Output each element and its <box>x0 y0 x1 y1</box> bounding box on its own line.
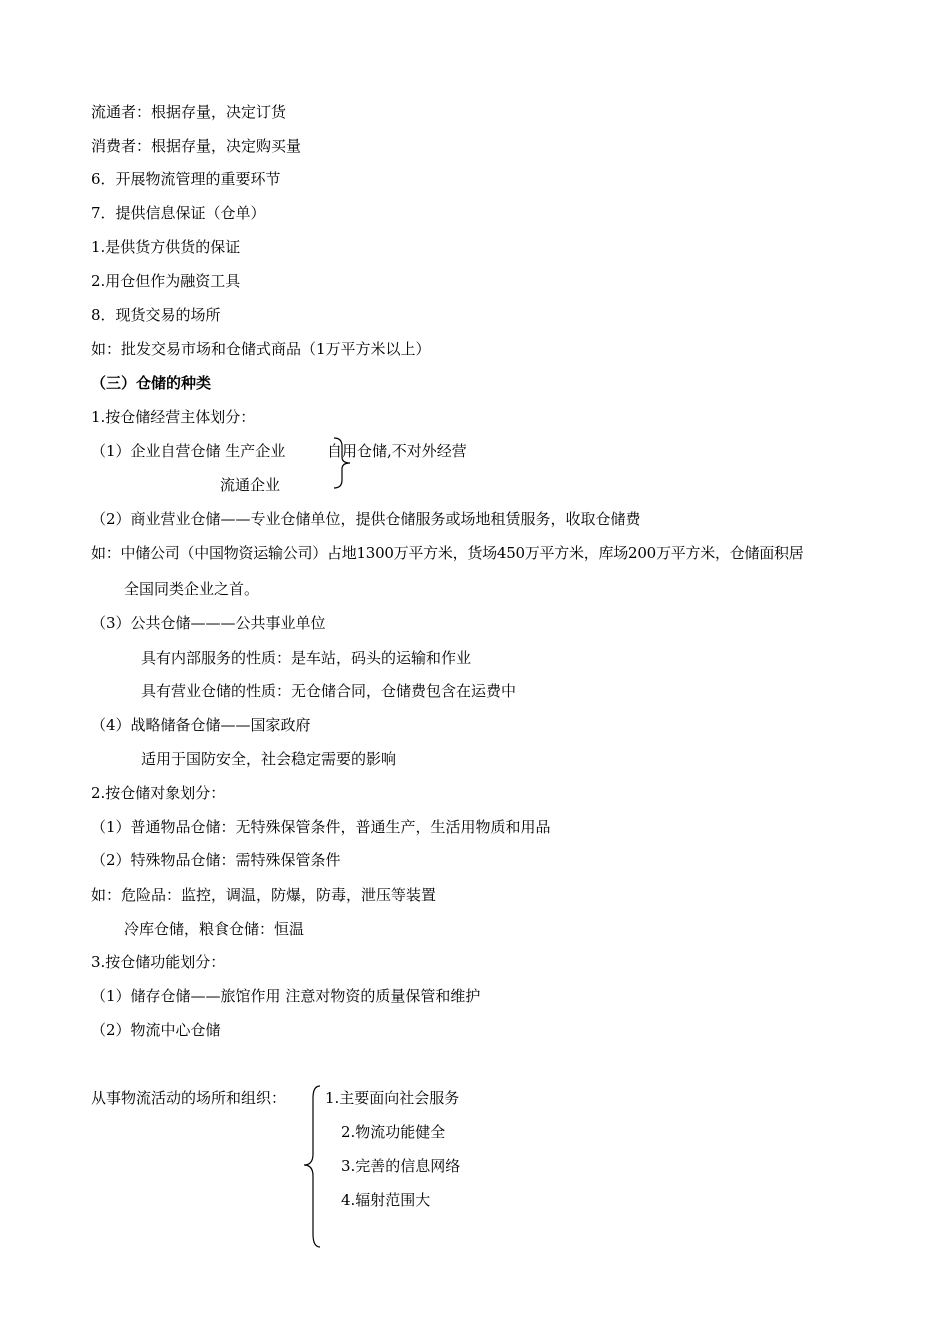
text-line: 7．提供信息保证（仓单） <box>91 204 266 222</box>
list-item: 3.完善的信息网络 <box>341 1157 461 1175</box>
text-line: （2）特殊物品仓储：需特殊保管条件 <box>91 851 341 869</box>
text-line: （3）公共仓储———公共事业单位 <box>91 614 326 632</box>
text-line: 3.按仓储功能划分： <box>91 953 226 971</box>
text-line: 全国同类企业之首。 <box>124 580 260 598</box>
text-line: 1.按仓储经营主体划分： <box>91 408 256 426</box>
text-line: 2.用仓但作为融资工具 <box>91 272 241 290</box>
text-line: （2）商业营业仓储——专业仓储单位，提供仓储服务或场地租赁服务，收取仓储费 <box>91 510 641 528</box>
list-item: 4.辐射范围大 <box>341 1191 431 1209</box>
left-brace-icon <box>300 1084 324 1250</box>
text-line: 具有内部服务的性质：是车站，码头的运输和作业 <box>141 649 472 667</box>
text-line: 自用仓储,不对外经营 <box>327 442 467 460</box>
list-item: 2.物流功能健全 <box>341 1123 446 1141</box>
text-line: 如：批发交易市场和仓储式商品（1万平方米以上） <box>91 340 431 358</box>
text-line: 流通企业 <box>220 476 281 494</box>
text-line: （1）企业自营仓储 生产企业 <box>91 442 286 460</box>
text-line: （4）战略储备仓储——国家政府 <box>91 716 311 734</box>
text-line: 流通者：根据存量，决定订货 <box>91 103 287 121</box>
text-line: 如：中储公司（中国物资运输公司）占地1300万平方米，货场450万平方米，库场200万平方米，仓储面积居 <box>91 544 804 562</box>
text-line: （1）储存仓储——旅馆作用 注意对物资的质量保管和维护 <box>91 987 481 1005</box>
text-line: （1）普通物品仓储：无特殊保管条件，普通生产，生活用物质和用品 <box>91 818 551 836</box>
list-item: 1.主要面向社会服务 <box>325 1089 460 1107</box>
section-heading: （三）仓储的种类 <box>91 374 212 392</box>
text-line: 1.是供货方供货的保证 <box>91 238 241 256</box>
text-line: 冷库仓储，粮食仓储：恒温 <box>124 920 305 938</box>
text-line: 2.按仓储对象划分： <box>91 784 226 802</box>
text-line: （2）物流中心仓储 <box>91 1021 221 1039</box>
text-line: 如：危险品：监控，调温，防爆，防毒，泄压等装置 <box>91 886 437 904</box>
text-line: 具有营业仓储的性质：无仓储合同，仓储费包含在运费中 <box>141 682 517 700</box>
text-line: 6．开展物流管理的重要环节 <box>91 170 281 188</box>
right-brace-icon <box>330 436 352 490</box>
text-line: 8．现货交易的场所 <box>91 306 221 324</box>
text-line: 适用于国防安全，社会稳定需要的影响 <box>141 750 397 768</box>
text-line: 消费者：根据存量，决定购买量 <box>91 137 302 155</box>
text-line: 从事物流活动的场所和组织： <box>91 1089 287 1107</box>
